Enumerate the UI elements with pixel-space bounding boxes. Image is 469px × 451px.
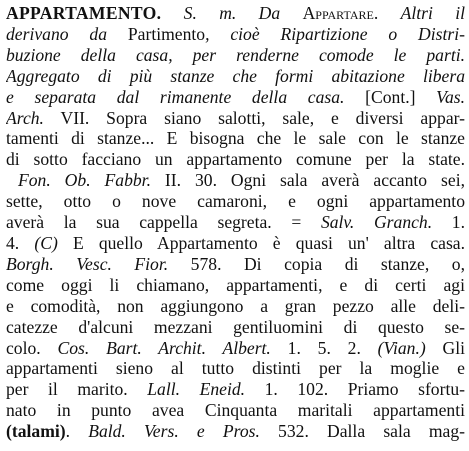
text-run: VII. Sopra siano salotti, sale, e diversi appar- (43, 107, 465, 128)
entry-line (6, 421, 465, 442)
text-run: appartamenti sieno al tutto distinti per la moglie e (6, 358, 465, 379)
text-run: 578. Di copia di stanze, o, (168, 253, 465, 274)
text-run (280, 3, 302, 23)
entry-line (6, 233, 465, 254)
text-run: 1. 5. 2. (270, 337, 378, 358)
entry-line (6, 149, 465, 170)
entry-line (6, 24, 465, 45)
entry-line (6, 275, 465, 296)
entry-line (6, 66, 465, 87)
text-run: 532. Dalla sala mag- (259, 421, 465, 442)
entry-line (6, 191, 465, 212)
entry-line (6, 400, 465, 421)
text-run: E quello Appartamento è quasi un' altra casa. (57, 232, 465, 253)
text-run: per il marito. (6, 379, 148, 400)
text-run: . (373, 3, 401, 23)
text-run: tamenti di stanze... E bisogna che le sale con le stanze (6, 128, 465, 149)
italic-text-run: e separata dal rimanente della casa. (6, 86, 345, 107)
italic-text-run: , cioè Ripartizione o Distri- (205, 23, 465, 44)
text-run: sette, otto o nove camaroni, e ogni appartamento (6, 191, 465, 212)
italic-text-run: Lall. Eneid. (147, 379, 246, 400)
entry-line (6, 108, 465, 129)
italic-text-run: Vas. (436, 86, 465, 107)
text-run: di sotto facciano un appartamento comune per la state. (6, 149, 465, 170)
entry-line (6, 296, 465, 317)
italic-text-run: Cos. Bart. Archit. Albert. (57, 337, 271, 358)
italic-text-run: buzione della casa, per renderne comode le parti. (6, 44, 465, 65)
text-run: averà la sua cappella segreta. = (6, 212, 321, 233)
italic-text-run: (Vian.) (377, 337, 426, 358)
italic-text-run: Arch. (6, 107, 44, 128)
italic-text-run: (C) (34, 232, 58, 253)
text-run (161, 3, 183, 23)
entry-line (6, 379, 465, 400)
entry-line (6, 3, 465, 24)
entry-line (6, 358, 465, 379)
text-run: . (65, 421, 89, 442)
text-run: nato in punto avea Cinquanta maritali appartamenti (6, 400, 465, 421)
italic-text-run: Fon. Ob. Fabbr. (18, 170, 151, 191)
italic-text-run: Borgh. Vesc. Fior. (6, 253, 169, 274)
text-run: 1. 102. Priamo sfortu- (245, 379, 465, 400)
italic-text-run: Bald. Vers. e Pros. (88, 421, 260, 442)
text-run: colo. (6, 337, 58, 358)
italic-text-run: Salv. Granch. (320, 212, 433, 233)
text-run: come oggi li chiamano, appartamenti, e di certi agi (6, 274, 465, 295)
entry-line (6, 254, 465, 275)
small-caps-text-run: Appartare (302, 3, 374, 23)
entry-line (6, 338, 465, 359)
text-run: catezze d'alcuni mezzani gentiluomini di questo se- (6, 316, 465, 337)
italic-text-run: Altri il (400, 3, 465, 23)
text-run: 4. (6, 232, 35, 253)
entry-line (6, 212, 465, 233)
entry-line (6, 170, 465, 191)
bold-text-run: (talami) (6, 421, 66, 442)
headword: APPARTAMENTO. (6, 3, 162, 23)
dictionary-entry (6, 3, 465, 442)
italic-text-run: Aggregato di più stanze che formi abitazione libera (6, 65, 465, 86)
text-run: Partimento (127, 23, 206, 44)
text-run: e comodità, non aggiungono a gran pezzo alle deli- (6, 295, 465, 316)
entry-line (6, 317, 465, 338)
text-run: 1. (432, 212, 465, 233)
text-run: II. 30. Ogni sala averà accanto sei, (150, 170, 465, 191)
entry-line (6, 87, 465, 108)
text-run: Gli (425, 337, 465, 358)
text-run: [Cont.] (344, 86, 437, 107)
italic-text-run: derivano da (6, 23, 128, 44)
entry-line (6, 128, 465, 149)
italic-text-run: S. m. Da (183, 3, 281, 23)
entry-line (6, 45, 465, 66)
